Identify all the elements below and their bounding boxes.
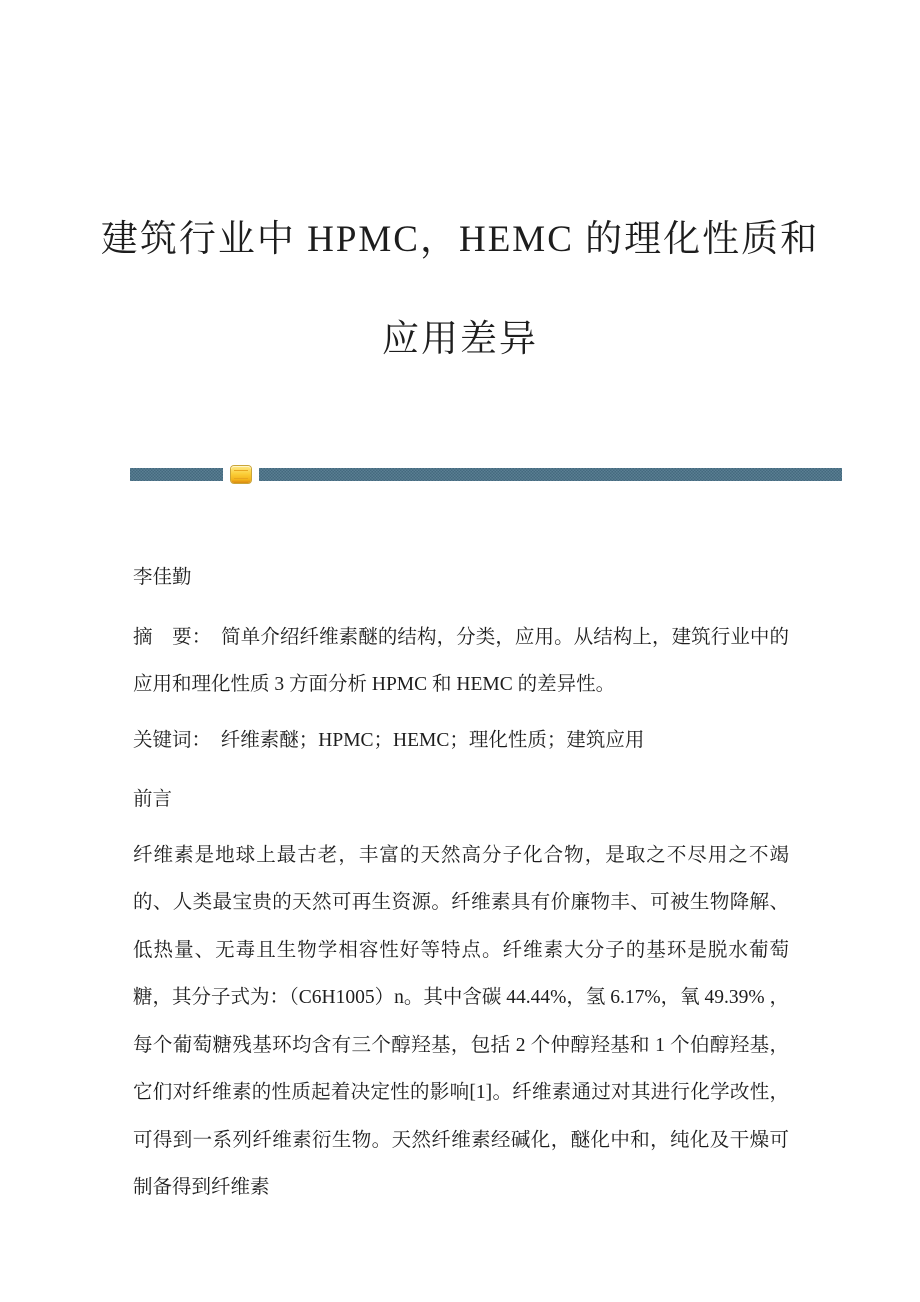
keywords-text: 纤维素醚；HPMC；HEMC；理化性质；建筑应用 — [201, 729, 645, 751]
document-body — [133, 554, 789, 1212]
author-name: 李佳勤 — [133, 567, 192, 588]
title-divider — [130, 465, 842, 484]
keywords-paragraph — [133, 717, 789, 765]
abstract-label: 摘 要： — [133, 626, 202, 648]
document-title — [0, 190, 920, 390]
abstract-paragraph — [133, 614, 789, 709]
divider-bar-left — [130, 468, 223, 481]
divider-bar-right — [259, 468, 842, 481]
divider-gap — [251, 465, 259, 484]
title-line-1: 建筑行业中 HPMC，HEMC 的理化性质和 — [100, 219, 820, 260]
body-paragraph: 纤维素是地球上最古老，丰富的天然高分子化合物，是取之不尽用之不竭的、人类最宝贵的天然可再生资源。纤维素具有价廉物丰、可被生物降解、低热量、无毒且生物学相容性好等特点。纤维素大分子的基环是脱水葡萄糖，其分子式为：（C6H1005）n。其中含碳 44.44%，氢 6.17%，氧 49.39% ，每个葡萄糖残基环均含有三个醇羟基，包括 2 个仲醇羟基和 1 个伯醇羟基，它们对纤维素的性质起着决定性的影响[1]。纤维素通过对其进行化学改性，可得到一系列纤维素衍生物。天然纤维素经碱化，醚化中和，纯化及干燥可制备得到纤维素 — [133, 844, 789, 1198]
keywords-label: 关键词： — [133, 729, 202, 751]
abstract-text: 简单介绍纤维素醚的结构，分类，应用。从结构上，建筑行业中的应用和理化性质 3 方面分析 HPMC 和 HEMC 的差异性。 — [133, 626, 789, 695]
mail-icon — [231, 466, 251, 483]
section-heading-preface: 前言 — [133, 789, 173, 810]
divider-gap — [223, 465, 231, 484]
title-line-2: 应用差异 — [382, 319, 538, 360]
